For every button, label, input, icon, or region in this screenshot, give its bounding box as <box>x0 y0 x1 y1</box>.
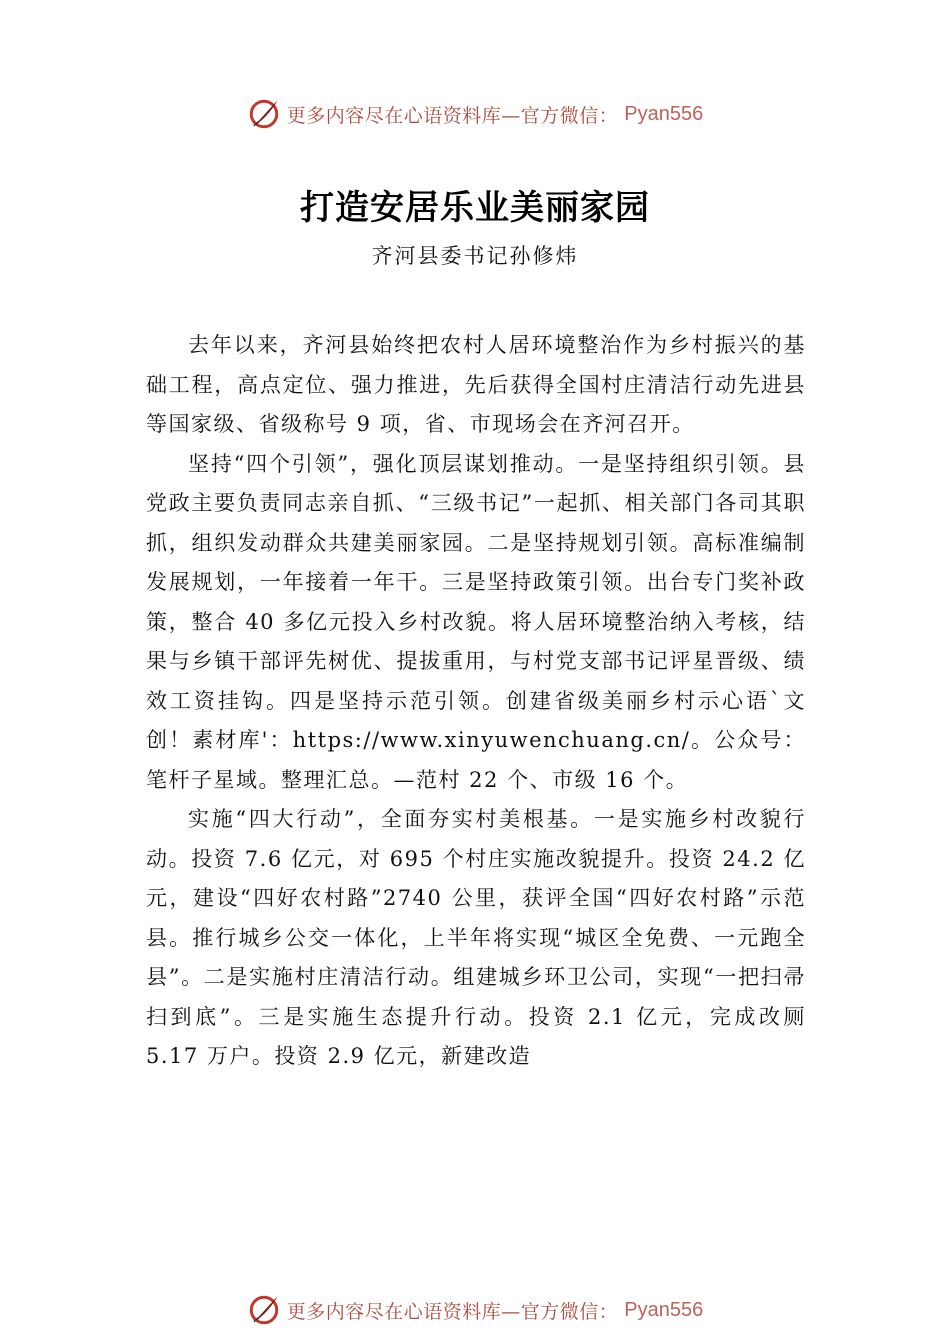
header-banner <box>0 94 950 134</box>
paragraph-four-actions: 实施“四大行动”，全面夯实村美根基。一是实施乡村改貌行动。投资 7.6 亿元，对 695 个村庄实施改貌提升。投资 24.2 亿元，建设“四好农村路”2740 公里，获评全国“四好农村路”示范县。推行城乡公交一体化，上半年将实现“城区全免费、一元跑全县”。二是实施村庄清洁行动。组建城乡环卫公司，实现“一把扫帚扫到底”。三是实施生态提升行动。投资 2.1 亿元，完成改厕 5.17 万户。投资 2.9 亿元，新建改造 <box>146 807 806 1068</box>
footer-banner-text: 更多内容尽在心语资料库—官方微信： <box>286 1300 619 1323</box>
quill-pen-logo-icon <box>247 1293 281 1327</box>
page-title: 打造安居乐业美丽家园 <box>300 188 650 228</box>
footer-banner <box>0 1290 950 1330</box>
header-banner-handle: Pyan556 <box>624 102 704 125</box>
header-banner-text: 更多内容尽在心语资料库—官方微信： <box>286 104 619 127</box>
article-body <box>146 326 806 1077</box>
footer-banner-handle: Pyan556 <box>624 1298 704 1321</box>
author-byline: 齐河县委书记孙修炜 <box>371 244 579 268</box>
paragraph-four-leads: 坚持“四个引领”，强化顶层谋划推动。一是坚持组织引领。县党政主要负责同志亲自抓、“三级书记”一起抓、相关部门各司其职抓，组织发动群众共建美丽家园。二是坚持规划引领。高标准编制发展规划，一年接着一年干。三是坚持政策引领。出台专门奖补政策，整合 40 多亿元投入乡村改貌。将人居环境整治纳入考核，结果与乡镇干部评先树优、提拔重用，与村党支部书记评星晋级、绩效工资挂钩。四是坚持示范引领。创建省级美丽乡村示心语`文创！素材库'：https://www.xinyuwenchuang.cn/。公众号：笔杆子星域。整理汇总。—范村 22 个、市级 16 个。 <box>146 451 806 792</box>
paragraph-intro: 去年以来，齐河县始终把农村人居环境整治作为乡村振兴的基础工程，高点定位、强力推进，先后获得全国村庄清洁行动先进县等国家级、省级称号 9 项，省、市现场会在齐河召开。 <box>146 333 806 436</box>
quill-pen-logo-icon <box>247 97 281 131</box>
